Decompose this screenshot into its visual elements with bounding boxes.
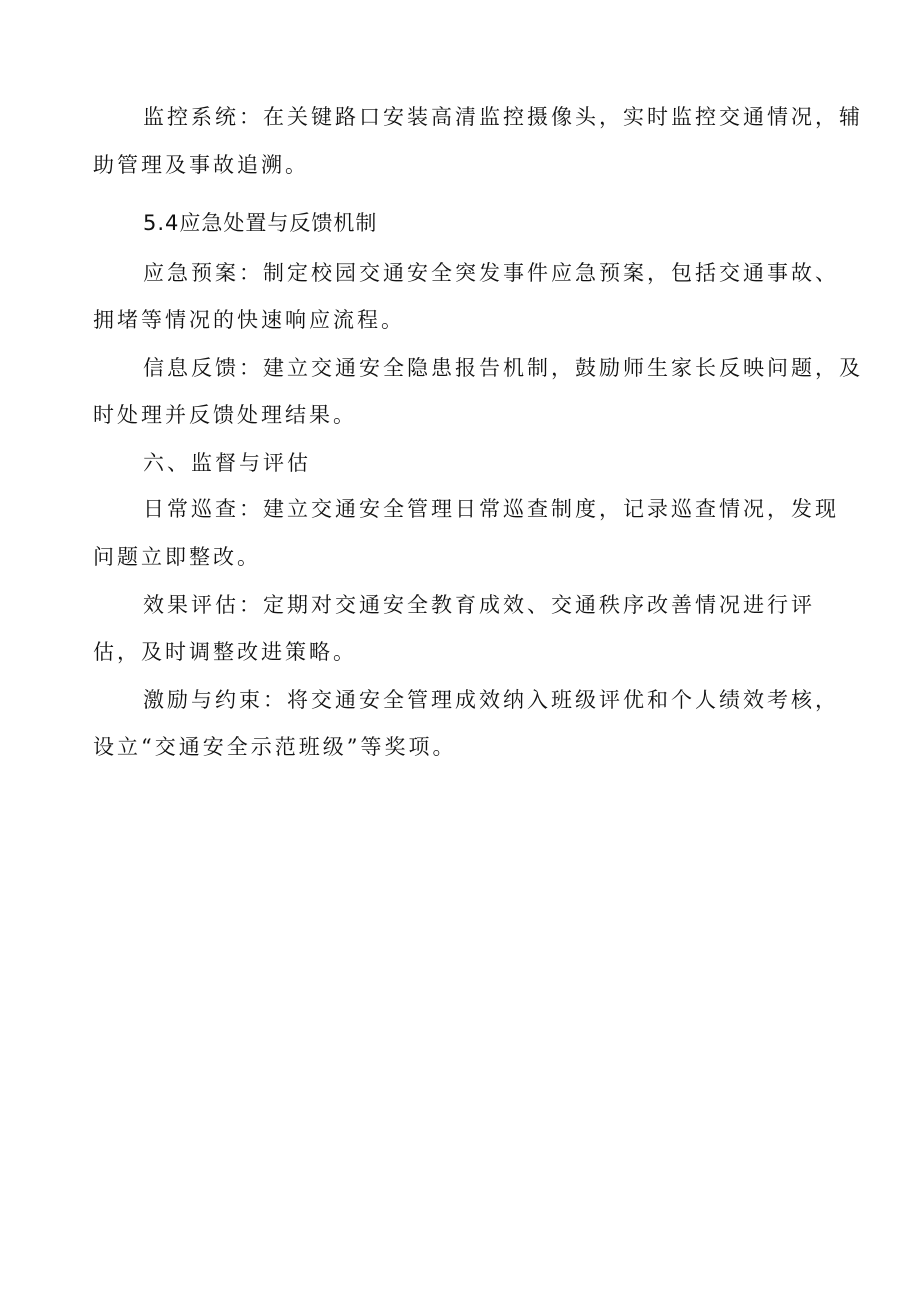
paragraph-emergency-plan-line-2: 拥堵等情况的快速响应流程。 (93, 308, 405, 332)
paragraph-emergency-plan-line-1: 应急预案：制定校园交通安全突发事件应急预案，包括交通事故、 (143, 261, 839, 285)
paragraph-daily-inspection-line-1: 日常巡查：建立交通安全管理日常巡查制度，记录巡查情况，发现 (143, 497, 839, 521)
paragraph-monitoring-system-line-1: 监控系统：在关键路口安装高清监控摄像头，实时监控交通情况，辅 (143, 105, 863, 129)
paragraph-effect-evaluation-line-1: 效果评估：定期对交通安全教育成效、交通秩序改善情况进行评 (143, 593, 815, 617)
paragraph-incentive-constraint-line-1: 激励与约束：将交通安全管理成效纳入班级评优和个人绩效考核， (143, 688, 839, 712)
paragraph-daily-inspection-line-2: 问题立即整改。 (93, 545, 261, 569)
paragraph-info-feedback-line-2: 时处理并反馈处理结果。 (93, 403, 357, 427)
paragraph-monitoring-system-line-2: 助管理及事故追溯。 (93, 153, 309, 177)
section-heading-5-4: 5.4应急处置与反馈机制 (143, 211, 378, 235)
paragraph-incentive-constraint-line-2: 设立“交通安全示范班级”等奖项。 (93, 735, 457, 759)
section-heading-six: 六、监督与评估 (143, 451, 311, 475)
paragraph-info-feedback-line-1: 信息反馈：建立交通安全隐患报告机制，鼓励师生家长反映问题，及 (143, 356, 863, 380)
paragraph-effect-evaluation-line-2: 估，及时调整改进策略。 (93, 640, 357, 664)
